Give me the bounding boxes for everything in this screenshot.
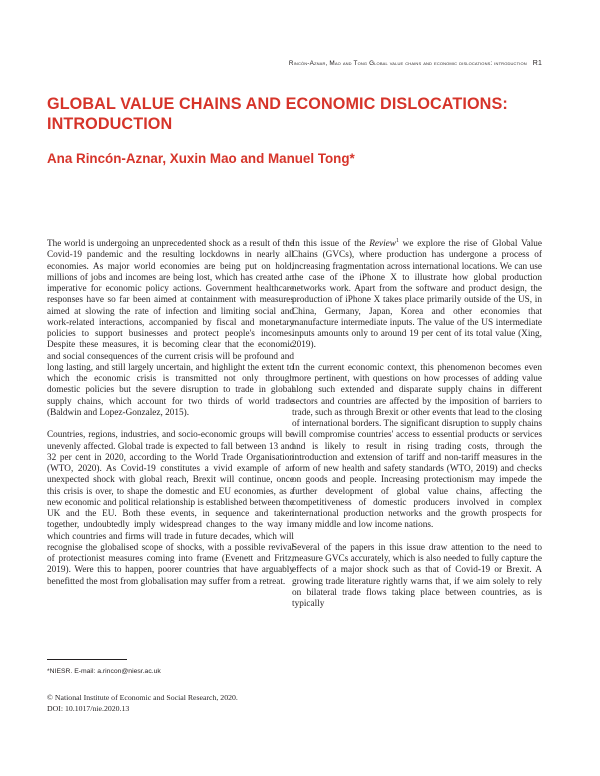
left-column (47, 239, 294, 599)
body-paragraph: Countries, regions, industries, and socio-economic groups will be unevenly affected. Global trade is expected to fall between 13 and 32 per cent in 2020, according to the World Trade Organisation (WTO, 2020). As Covid-19 constitutes a vivid example of an unexpected shock with global reach, Brexit will continue, once this crisis is over, to shape the domestic and EU economies, as a new economic and political relationship is established between the UK and the EU. Both these events, in sequence and taken together, undoubtedly imply widespread changes to the way in which countries and firms will trade in future decades, which will recognise the globalised scope of shocks, with a possible revival of protectionist measures coming into frame (Evenett and Fritz, 2019). Were this to happen, poorer countries that have arguably benefitted the most from globalisation may suffer from a retreat. (47, 430, 294, 587)
right-column (292, 239, 542, 622)
footnote-rule (47, 659, 127, 660)
body-paragraph: The world is undergoing an unprecedented shock as a result of the Covid-19 pandemic and the resulting lockdowns in nearly all economies. As major world economies are being put on hold, millions of jobs and incomes are being lost, which has created an imperative for economic policy actions. Government healthcare responses have so far been aimed at containment with measures aimed at slowing the rate of infection and limiting social and work-related interactions, accompanied by fiscal and monetary policies to support businesses and protect people's incomes. Despite these measures, it is becoming clear that the economic and social consequences of the current crisis will be profound and long lasting, and still largely uncertain, and highlight the extent to which the economic crisis is transmitted not only through domestic policies but the severe disruption to trade in global supply chains, which account for two thirds of world trade (Baldwin and Lopez-Gonzalez, 2015). (47, 239, 294, 418)
page-number: R1 (532, 60, 542, 67)
title-line-2: INTRODUCTION (47, 115, 173, 133)
running-head (289, 60, 542, 67)
article-title (47, 94, 557, 134)
body-paragraph: In the current economic context, this phenomenon becomes even more pertinent, with questions on how processes of adding value along such extended and disparate supply chains in different sectors and countries are affected by the imposition of barriers to trade, such as through Brexit or other events that lead to the closing of international borders. The significant disruption to supply chains will compromise countries' access to essential products or services and is likely to result in rising trading costs, through the introduction and extension of tariff and non-tariff measures in the form of new health and safety standards (WTO, 2019) and checks on goods and people. Increasing protectionism may impede the further development of global value chains, affecting the competitiveness of domestic producers involved in complex international production networks and the growth prospects for many middle and low income nations. (292, 362, 542, 531)
authors: Ana Rincón-Aznar, Xuxin Mao and Manuel Tong* (47, 151, 355, 166)
copyright-line: © National Institute of Economic and Social Research, 2020. (47, 693, 238, 702)
running-head-text: Rincón-Aznar, Mao and Tong Global value chains and economic dislocations: introduction (288, 60, 527, 67)
body-paragraph: Several of the papers in this issue draw attention to the need to measure GVCs accurately, which is also needed to fully capture the effects of a major shock such as that of Covid-19 or Brexit. A growing trade literature rightly warns that, if we aim solely to rely on bilateral trade flows taking place between countries, as is typically (292, 542, 542, 609)
doi-line: DOI: 10.1017/nie.2020.13 (47, 704, 130, 713)
copyright-block (47, 692, 238, 714)
author-footnote: *NIESR. E-mail: a.rincon@niesr.ac.uk (47, 668, 161, 675)
body-paragraph: In this issue of the Review$^1$ we explore the rise of Global Value Chains (GVCs), where production has undergone a process of increasing fragmentation across international locations. We can use the case of the iPhone X to illustrate how global production networks work. Apart from the software and product design, the production of iPhone X takes place primarily outside of the US, in China, Germany, Japan, Korea and other economies that manufacture intermediate inputs. The value of the US intermediate inputs amounts only to around 19 per cent of its total value (Xing, 2019). (292, 237, 543, 351)
title-line-1: GLOBAL VALUE CHAINS AND ECONOMIC DISLOCATIONS: (47, 95, 508, 113)
review-italic: Review (369, 239, 396, 249)
footnote-marker: 1 (395, 237, 399, 244)
